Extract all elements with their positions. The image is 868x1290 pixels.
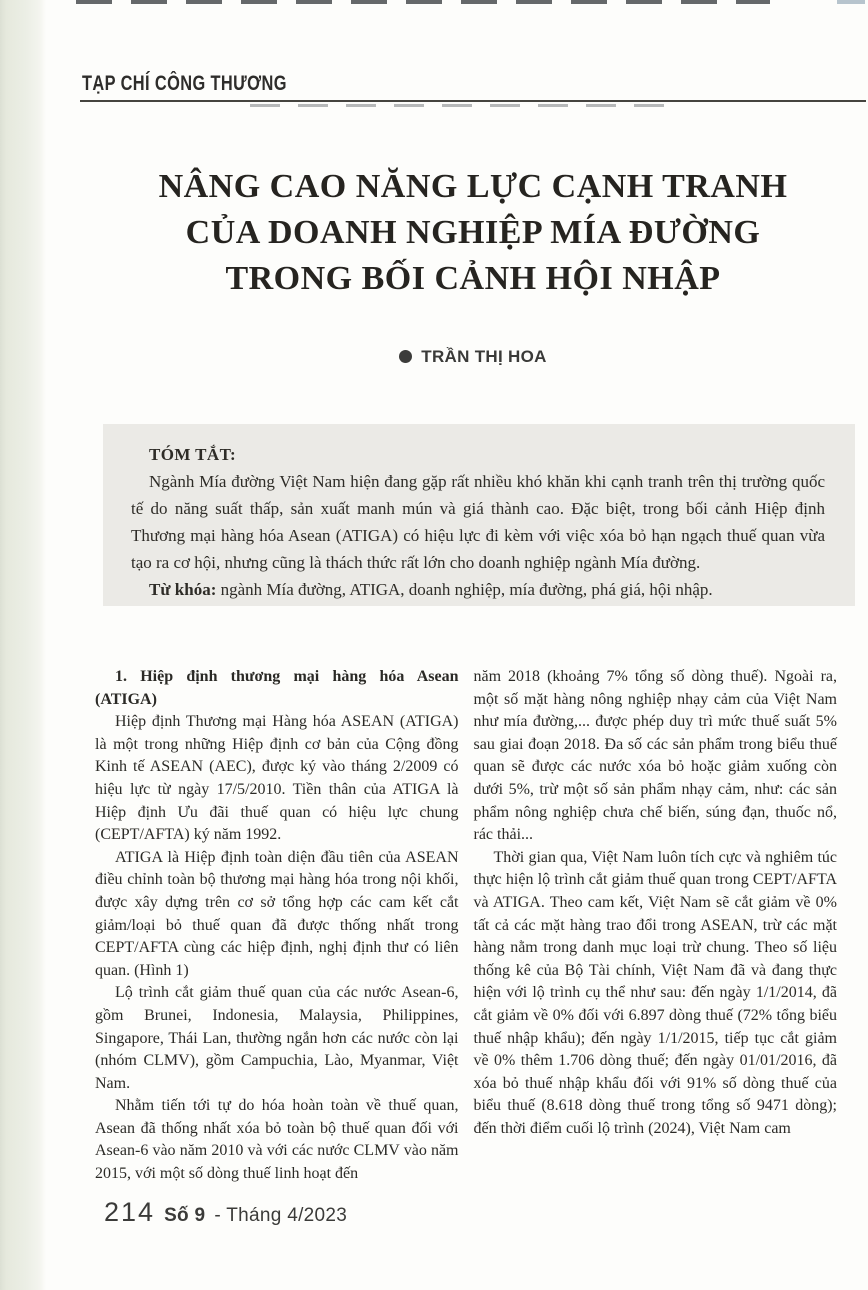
keywords-text: ngành Mía đường, ATIGA, doanh nghiệp, mía đường, phá giá, hội nhập. (216, 580, 713, 599)
header-rule (80, 100, 866, 102)
author-name: TRẦN THỊ HOA (421, 347, 547, 366)
body-paragraph: Hiệp định Thương mại Hàng hóa ASEAN (ATIGA) là một trong những Hiệp định cơ bản của Cộng đồng Kinh tế ASEAN (AEC), được ký vào tháng 2/2009 có hiệu lực từ ngày 17/5/2010. Tiền thân của ATIGA là Hiệp định Ưu đãi thuế quan có hiệu lực chung (CEPT/AFTA) ký năm 1992. (95, 713, 459, 844)
journal-masthead: TẠP CHÍ CÔNG THƯƠNG (82, 72, 287, 95)
article-title (80, 164, 866, 302)
author-line (80, 347, 866, 367)
body-paragraph: năm 2018 (khoảng 7% tổng số dòng thuế). Ngoài ra, một số mặt hàng nông nghiệp nhạy cảm của Việt Nam như mía đường,... được phép duy trì mức thuế suất 5% sau giai đoạn 2018. Đa số các sản phẩm trong biểu thuế quan sẽ được các nước xóa bỏ hoặc giảm xuống còn dưới 5%, trừ một số sản phẩm nhạy cảm, như: các sản phẩm nông nghiệp chưa chế biến, súng đạn, thuốc nổ, rác thải... (473, 668, 837, 844)
title-line-1: NÂNG CAO NĂNG LỰC CẠNH TRANH (158, 168, 788, 205)
keywords-line (131, 576, 825, 603)
body-paragraph: ATIGA là Hiệp định toàn diện đầu tiên của ASEAN điều chỉnh toàn bộ thương mại hàng hóa trong nội khối, được xây dựng trên cơ sở tổng hợp các cam kết cắt giảm/loại bỏ thuế quan đã được thống nhất trong CEPT/AFTA cùng các hiệp định, nghị định thư có liên quan. (Hình 1) (95, 848, 459, 979)
section-1-heading: 1. Hiệp định thương mại hàng hóa Asean (ATIGA) (95, 668, 459, 708)
body-paragraph: Lộ trình cắt giảm thuế quan của các nước Asean-6, gồm Brunei, Indonesia, Malaysia, Philippines, Singapore, Thái Lan, thường ngắn hơn các nước còn lại (nhóm CLMV), gồm Campuchia, Lào, Myanmar, Việt Nam. (95, 984, 459, 1092)
scan-artifact-top-dashes (76, 0, 770, 4)
issue-label: Số 9 (164, 1205, 206, 1226)
page-number: 214 (104, 1197, 156, 1227)
author-bullet-icon (399, 350, 412, 363)
body-paragraph: Nhằm tiến tới tự do hóa hoàn toàn về thuế quan, Asean đã thống nhất xóa bỏ toàn bộ thuế quan đối với Asean-6 vào năm 2010 và với các nước CLMV vào năm 2015, với một số dòng thuế linh hoạt đến (95, 1097, 459, 1183)
abstract-box (103, 424, 855, 606)
scan-gutter-edge (0, 0, 46, 1290)
abstract-label: TÓM TẮT: (149, 445, 237, 464)
left-column (95, 666, 459, 1186)
article-body (95, 666, 837, 1186)
header-rule-smudge (250, 104, 670, 107)
title-line-3: TRONG BỐI CẢNH HỘI NHẬP (225, 260, 721, 297)
page-footer (104, 1197, 347, 1228)
scan-artifact-corner-dash (837, 0, 865, 4)
title-line-2: CỦA DOANH NGHIỆP MÍA ĐƯỜNG (185, 214, 761, 251)
issue-date: - Tháng 4/2023 (214, 1205, 348, 1226)
keywords-label: Từ khóa: (149, 580, 217, 599)
right-column (474, 666, 838, 1186)
abstract-text: Ngành Mía đường Việt Nam hiện đang gặp rất nhiều khó khăn khi cạnh tranh trên thị trường quốc tế do năng suất thấp, sản xuất manh mún và giá thành cao. Đặc biệt, trong bối cảnh Hiệp định Thương mại hàng hóa Asean (ATIGA) có hiệu lực đi kèm với việc xóa bỏ hạn ngạch thuế quan vừa tạo ra cơ hội, nhưng cũng là thách thức rất lớn cho doanh nghiệp ngành Mía đường. (131, 472, 825, 572)
body-paragraph: Thời gian qua, Việt Nam luôn tích cực và nghiêm túc thực hiện lộ trình cắt giảm thuế quan trong CEPT/AFTA và ATIGA. Theo cam kết, Việt Nam sẽ cắt giảm về 0% tất cả các mặt hàng trao đổi trong ASEAN, trừ các mặt hàng nằm trong danh mục loại trừ chung. Theo số liệu thống kê của Bộ Tài chính, Việt Nam đã và đang thực hiện với lộ trình cụ thể như sau: đến ngày 1/1/2014, đã cắt giảm về 0% đối với 6.897 dòng thuế (72% tổng biểu thuế nhập khẩu); đến ngày 1/1/2015, tiếp tục cắt giảm về 0% thêm 1.706 dòng thuế; đến ngày 01/01/2016, đã xóa bỏ thuế nhập khẩu đối với 91% số dòng thuế của biểu thuế (8.618 dòng thuế trong tổng số 9471 dòng); đến thời điểm cuối lộ trình (2024), Việt Nam cam (473, 848, 837, 1137)
